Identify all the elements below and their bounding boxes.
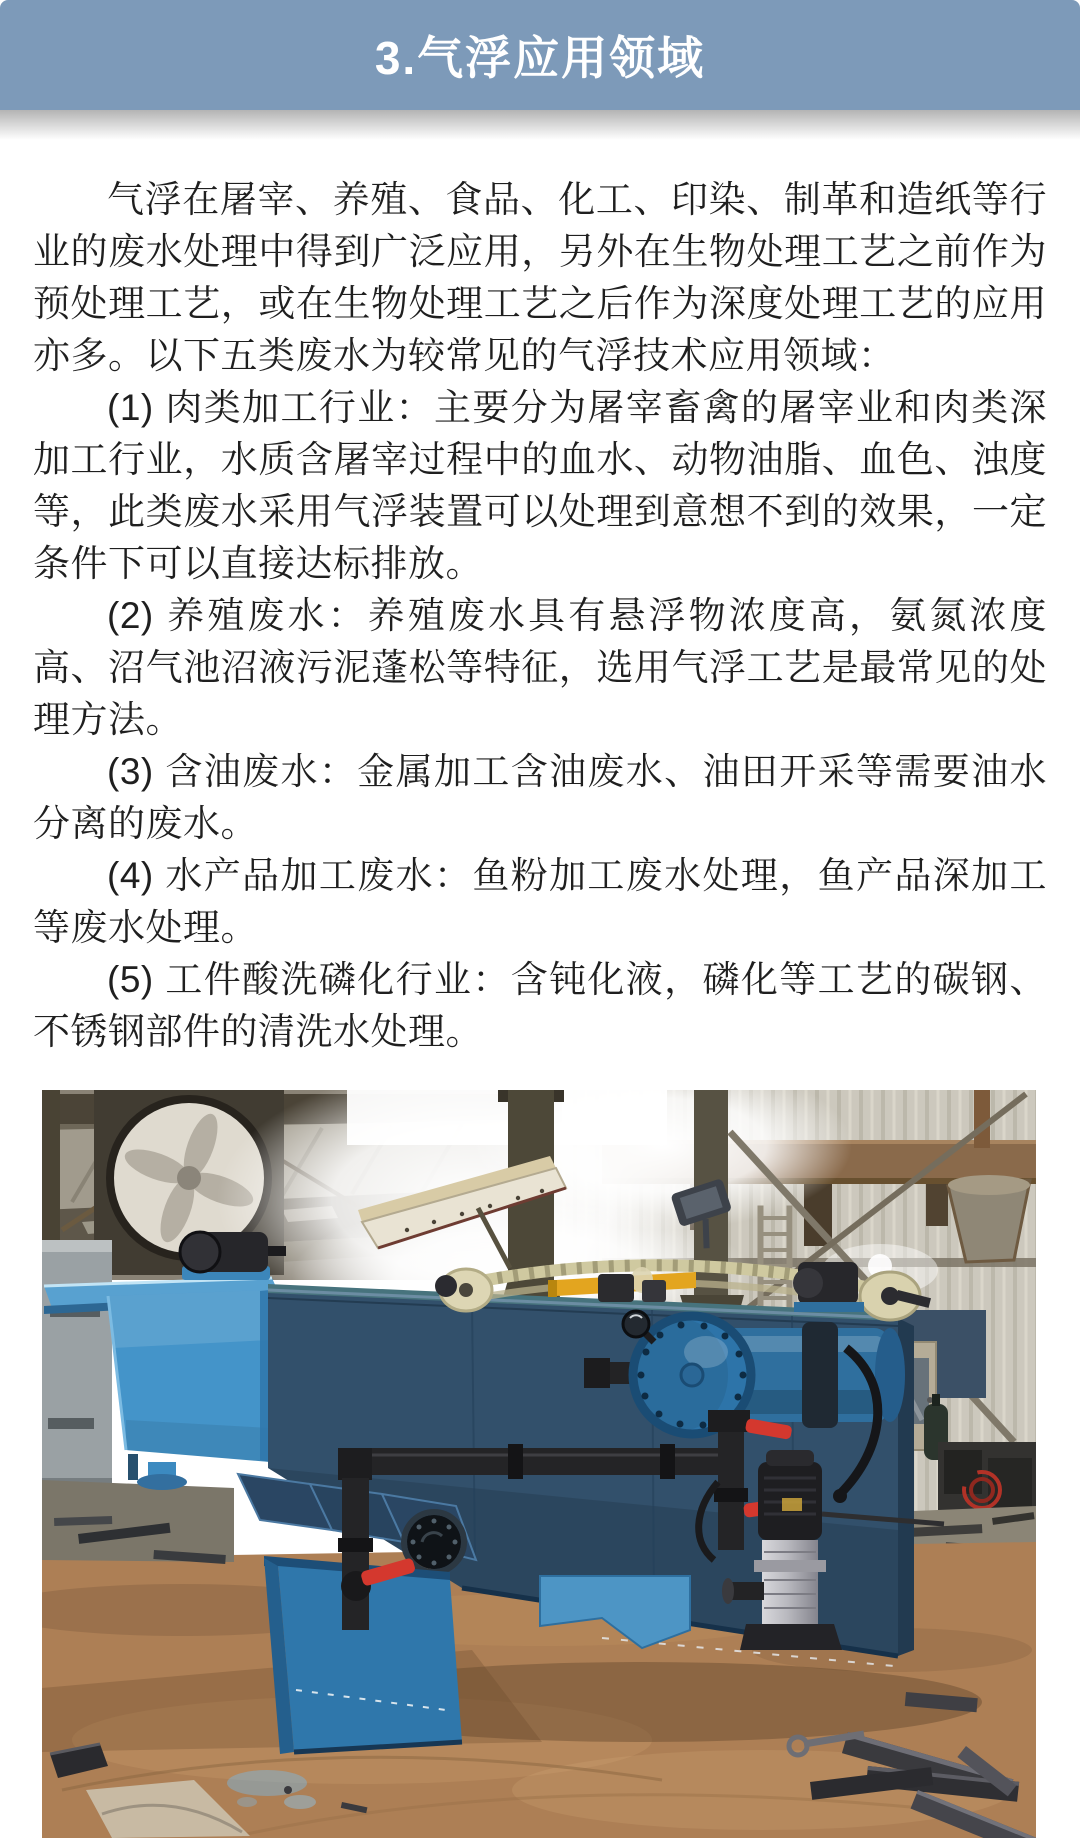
section-header	[0, 0, 1080, 110]
paragraph-item-3: (3) 含油废水：金属加工含油废水、油田开采等需要油水分离的废水。	[33, 751, 1047, 844]
paragraph-item-5: (5) 工件酸洗磷化行业：含钝化液，磷化等工艺的碳钢、不锈钢部件的清洗水处理。	[33, 959, 1047, 1052]
paragraph-intro: 气浮在屠宰、养殖、食品、化工、印染、制革和造纸等行业的废水处理中得到广泛应用，另外在生物处理工艺之前作为预处理工艺，或在生物处理工艺之后作为深度处理工艺的应用亦多。以下五类废水为较常见的气浮技术应用领域：	[33, 179, 1047, 376]
section-title: 3.气浮应用领域	[374, 32, 706, 84]
paragraph-item-4: (4) 水产品加工废水：鱼粉加工废水处理，鱼产品深加工等废水处理。	[33, 855, 1047, 948]
equipment-photo	[42, 1090, 1036, 1838]
article	[0, 140, 1080, 1058]
paragraph-item-1: (1) 肉类加工行业：主要分为屠宰畜禽的屠宰业和肉类深加工行业，水质含屠宰过程中的血水、动物油脂、血色、浊度等，此类废水采用气浮装置可以处理到意想不到的效果，一定条件下可以直接达标排放。	[33, 387, 1047, 584]
header-shadow	[0, 110, 1080, 140]
paragraph-item-2: (2) 养殖废水：养殖废水具有悬浮物浓度高，氨氮浓度高、沼气池沼液污泥蓬松等特征，选用气浮工艺是最常见的处理方法。	[33, 595, 1047, 740]
equipment-photo-figure	[42, 1090, 1036, 1838]
